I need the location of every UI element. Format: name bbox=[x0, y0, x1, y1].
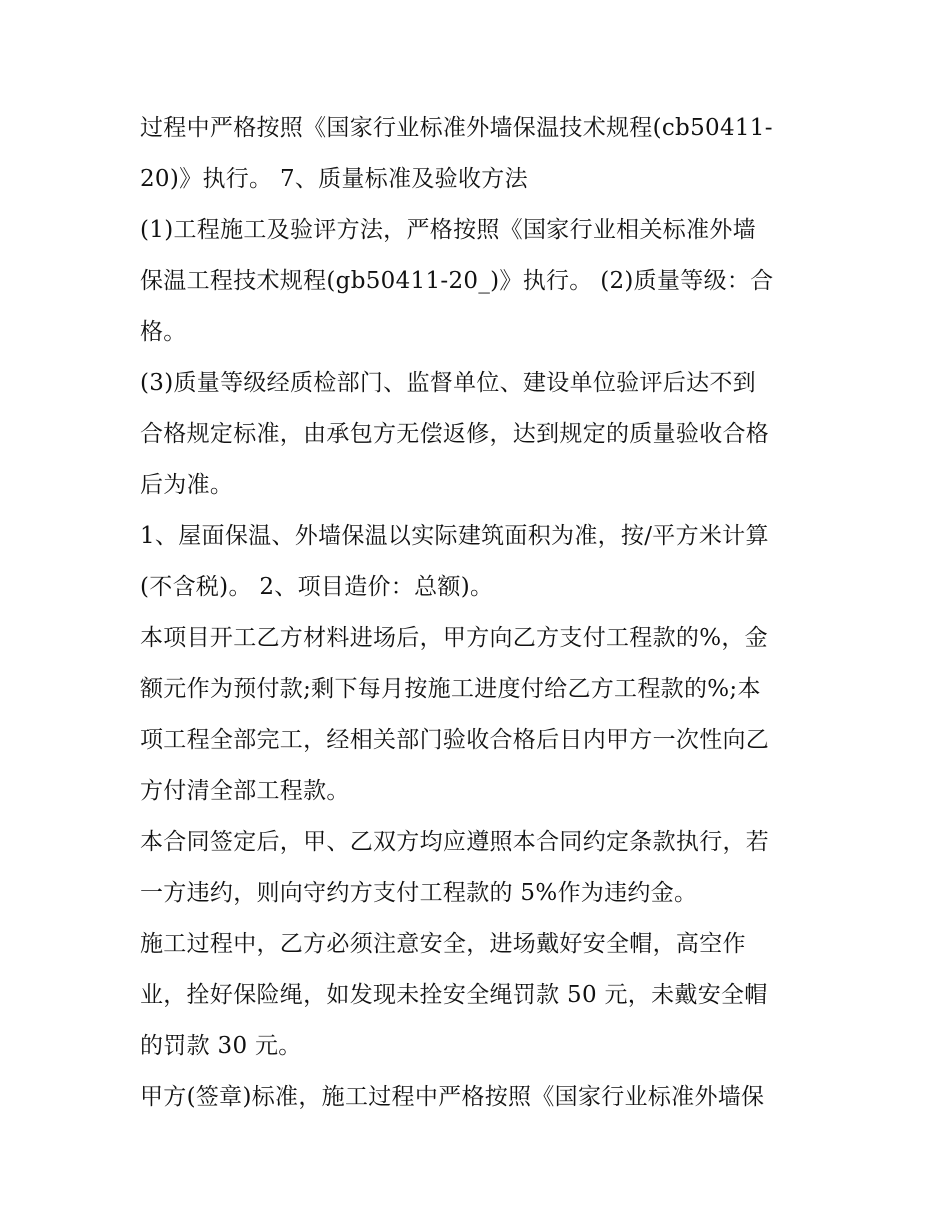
text-line-18: 业，拴好保险绳，如发现未拴安全绳罚款 50 元，未戴安全帽 bbox=[140, 982, 768, 1008]
text-line-11: 本项目开工乙方材料进场后，甲方向乙方支付工程款的%，金 bbox=[140, 625, 768, 651]
text-line-5: 格。 bbox=[140, 319, 187, 345]
text-line-3: (1)工程施工及验评方法，严格按照《国家行业相关标准外墙 bbox=[140, 217, 756, 243]
text-line-6: (3)质量等级经质检部门、监督单位、建设单位验评后达不到 bbox=[140, 370, 756, 396]
text-line-19: 的罚款 30 元。 bbox=[140, 1033, 302, 1059]
text-line-10: (不含税)。 2、项目造价：总额)。 bbox=[140, 574, 494, 600]
text-line-9: 1、屋面保温、外墙保温以实际建筑面积为准，按/平方米计算 bbox=[140, 523, 769, 549]
text-line-17: 施工过程中，乙方必须注意安全，进场戴好安全帽，高空作 bbox=[140, 931, 746, 957]
text-line-15: 本合同签定后，甲、乙双方均应遵照本合同约定条款执行，若 bbox=[140, 829, 770, 855]
document-body bbox=[140, 103, 820, 1123]
text-line-12: 额元作为预付款;剩下每月按施工进度付给乙方工程款的%;本 bbox=[140, 676, 761, 702]
text-line-16: 一方违约，则向守约方支付工程款的 5%作为违约金。 bbox=[140, 880, 698, 906]
text-line-20: 甲方(签章)标准，施工过程中严格按照《国家行业标准外墙保 bbox=[140, 1084, 765, 1110]
text-line-8: 后为准。 bbox=[140, 472, 234, 498]
text-line-13: 项工程全部完工，经相关部门验收合格后日内甲方一次性向乙 bbox=[140, 727, 770, 753]
text-line-4: 保温工程技术规程(gb50411-20_)》执行。 (2)质量等级：合 bbox=[140, 268, 774, 294]
text-line-1: 过程中严格按照《国家行业标准外墙保温技术规程(cb50411- bbox=[140, 115, 773, 141]
text-line-2: 20)》执行。 7、质量标准及验收方法 bbox=[140, 166, 528, 192]
text-line-14: 方付清全部工程款。 bbox=[140, 778, 350, 804]
text-line-7: 合格规定标准，由承包方无偿返修，达到规定的质量验收合格 bbox=[140, 421, 770, 447]
